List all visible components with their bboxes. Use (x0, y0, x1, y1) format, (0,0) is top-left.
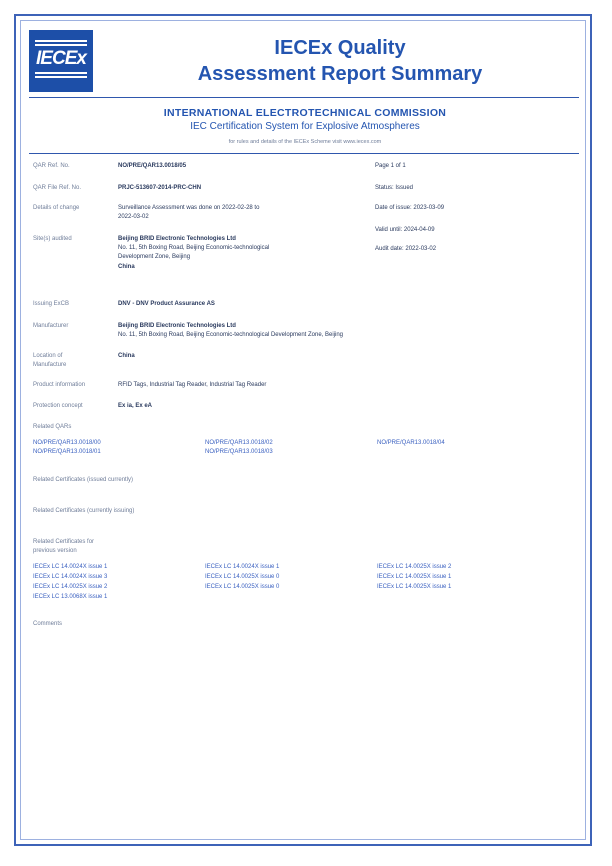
related-qar-link[interactable]: NO/PRE/QAR13.0018/02 (205, 440, 273, 446)
qar-ref-label: QAR Ref. No. (33, 163, 70, 169)
related-qar-link[interactable]: NO/PRE/QAR13.0018/04 (377, 440, 445, 446)
site-line4: China (118, 264, 135, 270)
location-value: China (118, 353, 135, 359)
logo-text: IECEx (36, 48, 86, 69)
status-value: Status: Issued (375, 185, 414, 191)
document-title-line2: Assessment Report Summary (197, 63, 483, 85)
org-name: INTERNATIONAL ELECTROTECHNICAL COMMISSION (163, 107, 447, 119)
document-title-line1: IECEx Quality (274, 37, 406, 59)
manufacturer-line2: No. 11, 5th Boxing Road, Beijing Economic-technological Development Zone, Beijing (118, 332, 344, 338)
audit-date: Audit date: 2022-03-02 (375, 246, 437, 252)
previous-cert-link[interactable]: IECEx LC 14.0025X issue 2 (377, 564, 452, 570)
date-of-issue: Date of issue: 2023-03-09 (375, 205, 445, 211)
previous-cert-link[interactable]: IECEx LC 14.0025X issue 1 (377, 574, 452, 580)
qar-file-label: QAR File Ref. No. (33, 185, 82, 191)
previous-certs-label-line1: Related Certificates for (33, 539, 95, 545)
previous-cert-link[interactable]: IECEx LC 14.0024X issue 3 (33, 574, 108, 580)
issuing-value: DNV - DNV Product Assurance AS (118, 301, 215, 307)
previous-cert-link[interactable]: IECEx LC 14.0025X issue 0 (205, 584, 280, 590)
details-label: Details of change (33, 205, 80, 211)
location-label-line1: Location of (33, 353, 63, 359)
org-website-note: for rules and details of the IECEx Scheme visit www.iecex.com (228, 139, 382, 145)
comments-label: Comments (33, 621, 63, 627)
details-line2: 2022-03-02 (118, 214, 149, 220)
previous-cert-link[interactable]: IECEx LC 13.0068X issue 1 (33, 594, 108, 600)
previous-cert-link[interactable]: IECEx LC 14.0025X issue 2 (33, 584, 108, 590)
product-label: Product information (33, 382, 86, 388)
section-rule (29, 153, 579, 154)
issuing-label: Issuing ExCB (33, 301, 70, 307)
page-number: Page 1 of 1 (375, 163, 406, 169)
site-line2: No. 11, 5th Boxing Road, Beijing Economic-technological (118, 245, 270, 251)
related-qar-link[interactable]: NO/PRE/QAR13.0018/01 (33, 449, 101, 455)
manufacturer-label: Manufacturer (33, 323, 69, 329)
previous-cert-link[interactable]: IECEx LC 14.0025X issue 1 (377, 584, 452, 590)
protection-label: Protection concept (33, 403, 83, 409)
previous-cert-link[interactable]: IECEx LC 14.0024X issue 1 (205, 564, 280, 570)
qar-file-value: PRJC-513607-2014-PRC-CHN (118, 185, 202, 191)
org-subtitle: IEC Certification System for Explosive Atmospheres (190, 121, 420, 132)
related-qar-link[interactable]: NO/PRE/QAR13.0018/03 (205, 449, 273, 455)
previous-certs-label-line2: previous version (33, 548, 77, 554)
previous-cert-link[interactable]: IECEx LC 14.0025X issue 0 (205, 574, 280, 580)
site-label: Site(s) audited (33, 236, 72, 242)
location-label-line2: Manufacture (33, 362, 67, 368)
product-value: RFID Tags, Industrial Tag Reader, Industrial Tag Reader (118, 382, 267, 388)
related-certs-issuing-label: Related Certificates (currently issuing) (33, 508, 135, 514)
qar-ref-value: NO/PRE/QAR13.0018/05 (118, 163, 187, 169)
site-line1: Beijing BRID Electronic Technologies Ltd (118, 236, 236, 242)
related-qars-label: Related QARs (33, 424, 72, 430)
manufacturer-line1: Beijing BRID Electronic Technologies Ltd (118, 323, 236, 329)
previous-cert-link[interactable]: IECEx LC 14.0024X issue 1 (33, 564, 108, 570)
valid-until: Valid until: 2024-04-09 (375, 227, 435, 233)
related-qar-link[interactable]: NO/PRE/QAR13.0018/00 (33, 440, 101, 446)
iecex-logo (29, 30, 93, 92)
site-line3: Development Zone, Beijing (118, 254, 191, 260)
details-line1: Surveillance Assessment was done on 2022-02-28 to (118, 205, 260, 211)
related-certs-issued-label: Related Certificates (issued currently) (33, 477, 134, 483)
header-rule (29, 97, 579, 98)
protection-value: Ex ia, Ex eA (118, 403, 153, 409)
